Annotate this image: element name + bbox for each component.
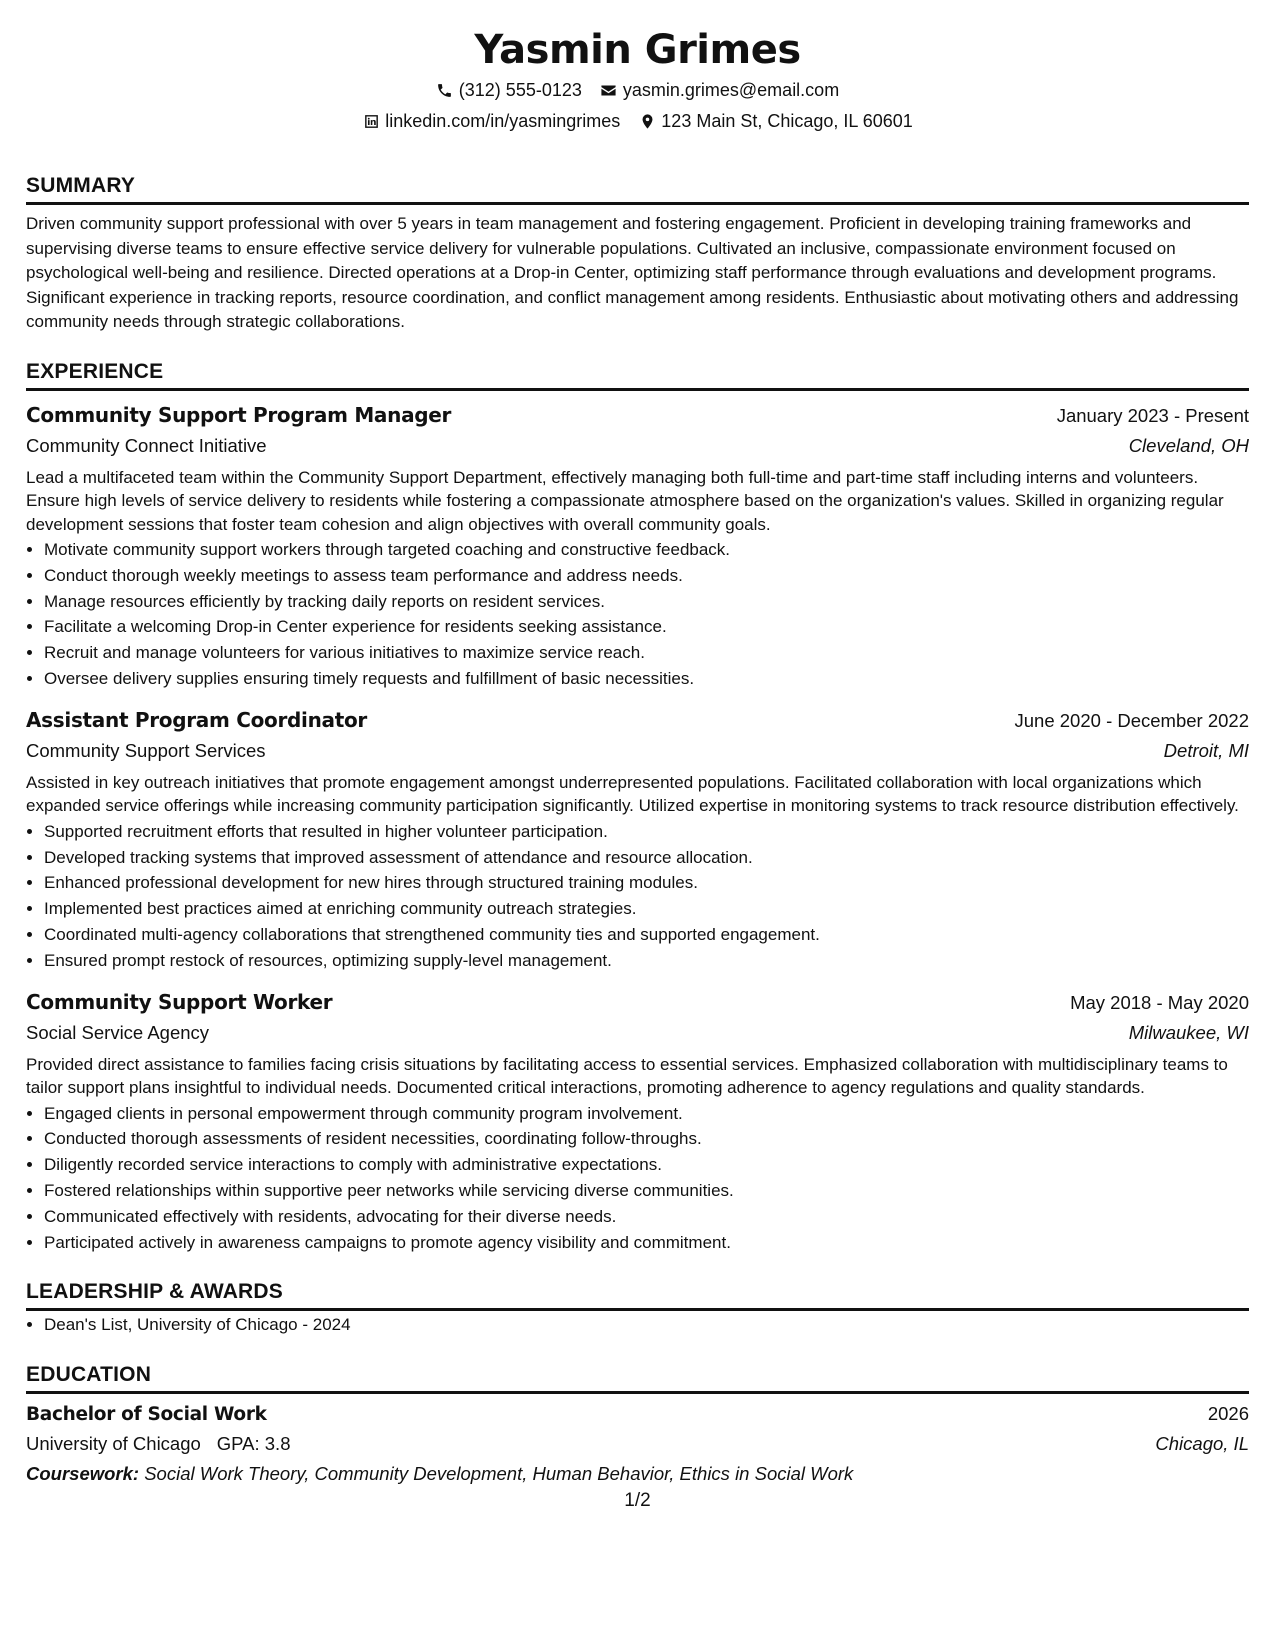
job-description: Assisted in key outreach initiatives that promote engagement amongst underrepresented populations. Facilitated collaboration with local organizations which expanded service offerings while increasing community participation significantly. Utilized expertise in monitoring systems to track resource distribution effectively.	[26, 772, 1239, 816]
job-description: Lead a multifaceted team within the Community Support Department, effectively managing both full-time and part-time staff including interns and volunteers. Ensure high levels of service delivery to residents while fostering a compassionate atmosphere based on the organization's values. Skilled in organizing regular development sessions that foster team cohesion and align objectives with overall community goals.	[26, 467, 1224, 534]
list-item: • Recruit and manage volunteers for various initiatives to maximize service reach.	[44, 640, 1249, 666]
awards-section	[26, 1279, 1249, 1338]
phone-icon	[436, 81, 454, 99]
company-name: Community Support Services	[26, 739, 266, 761]
experience-section	[26, 359, 1249, 1256]
company-name: Community Connect Initiative	[26, 434, 267, 456]
coursework	[26, 1459, 1249, 1489]
list-item: • Manage resources efficiently by tracking daily reports on resident services.	[44, 589, 1249, 615]
list-item: • Conducted thorough assessments of resident necessities, coordinating follow-throughs.	[44, 1126, 1249, 1152]
summary-text: Driven community support professional with over 5 years in team management and fostering engagement. Proficient in developing training frameworks and supervising diverse teams to ensure effective service delivery for vulnerable populations. Cultivated an inclusive, compassionate environment focused on psychological well-being and resilience. Directed operations at a Drop-in Center, optimizing staff performance through evaluations and development programs. Significant experience in tracking reports, resource coordination, and conflict management among residents. Enthusiastic about motivating others and addressing community needs through strategic collaborations.	[26, 214, 1239, 331]
linkedin-icon	[362, 112, 380, 130]
section-title-experience: EXPERIENCE	[26, 359, 1249, 391]
gpa: GPA: 3.8	[216, 1433, 291, 1455]
summary-section	[26, 173, 1249, 335]
contact-phone	[436, 78, 582, 102]
job-entry	[26, 987, 1249, 1256]
job-entry	[26, 705, 1249, 974]
job-title: Assistant Program Coordinator	[26, 707, 367, 732]
envelope-icon	[600, 81, 618, 99]
list-item: • Fostered relationships within supportive peer networks while servicing diverse communities.	[44, 1178, 1249, 1204]
job-location: Detroit, MI	[1163, 739, 1249, 761]
job-location: Cleveland, OH	[1128, 434, 1249, 456]
list-item: • Motivate community support workers through targeted coaching and constructive feedback.	[44, 537, 1249, 563]
company-name: Social Service Agency	[26, 1021, 210, 1043]
education-section	[26, 1362, 1249, 1489]
contact-email[interactable]	[600, 78, 839, 102]
page-number: 1/2	[624, 1490, 651, 1511]
address-text: 123 Main St, Chicago, IL 60601	[661, 111, 913, 131]
list-item: • Communicated effectively with residents, advocating for their diverse needs.	[44, 1204, 1249, 1230]
list-item: • Conduct thorough weekly meetings to assess team performance and address needs.	[44, 563, 1249, 589]
list-item: • Enhanced professional development for new hires through structured training modules.	[44, 870, 1249, 896]
list-item: • Ensured prompt restock of resources, optimizing supply-level management.	[44, 948, 1249, 974]
school-line	[26, 1429, 291, 1459]
job-bullets	[26, 537, 1249, 692]
list-item: • Developed tracking systems that improved assessment of attendance and resource allocation.	[44, 845, 1249, 871]
job-location: Milwaukee, WI	[1128, 1021, 1249, 1043]
job-bullets	[26, 1101, 1249, 1256]
job-title: Community Support Program Manager	[26, 402, 452, 427]
list-item: • Participated actively in awareness campaigns to promote agency visibility and commitment.	[44, 1230, 1249, 1256]
school-name: University of Chicago	[26, 1433, 201, 1455]
list-item: • Facilitate a welcoming Drop-in Center experience for residents seeking assistance.	[44, 614, 1249, 640]
job-bullets	[26, 819, 1249, 974]
section-title-awards: LEADERSHIP & AWARDS	[26, 1279, 1249, 1311]
list-item: • Engaged clients in personal empowerment through community program involvement.	[44, 1101, 1249, 1127]
job-title: Community Support Worker	[26, 989, 333, 1014]
map-pin-icon	[638, 112, 656, 130]
contact-row-2	[26, 109, 1249, 133]
contact-row-1	[26, 78, 1249, 102]
section-title-summary: SUMMARY	[26, 173, 1249, 205]
job-dates: May 2018 - May 2020	[1070, 991, 1249, 1013]
phone-text: (312) 555-0123	[458, 80, 582, 100]
job-entry	[26, 400, 1249, 692]
list-item: • Oversee delivery supplies ensuring timely requests and fulfillment of basic necessities.	[44, 666, 1249, 692]
list-item: • Dean's List, University of Chicago - 2024	[44, 1312, 1249, 1338]
graduation-year: 2026	[1207, 1403, 1249, 1425]
coursework-list: Social Work Theory, Community Development, Human Behavior, Ethics in Social Work	[144, 1463, 854, 1485]
coursework-label: Coursework:	[26, 1463, 140, 1485]
list-item: • Supported recruitment efforts that resulted in higher volunteer participation.	[44, 819, 1249, 845]
list-item: • Implemented best practices aimed at enriching community outreach strategies.	[44, 896, 1249, 922]
degree-title: Bachelor of Social Work	[26, 1404, 267, 1426]
section-title-education: EDUCATION	[26, 1362, 1249, 1394]
contact-linkedin[interactable]	[362, 109, 620, 133]
job-dates: January 2023 - Present	[1056, 404, 1249, 426]
list-item: • Diligently recorded service interactions to comply with administrative expectations.	[44, 1152, 1249, 1178]
email-text[interactable]: yasmin.grimes@email.com	[622, 80, 840, 100]
list-item: • Coordinated multi-agency collaborations that strengthened community ties and supported engagement.	[44, 922, 1249, 948]
contact-address	[638, 109, 913, 133]
linkedin-text[interactable]: linkedin.com/in/yasmingrimes	[385, 111, 621, 131]
job-description: Provided direct assistance to families facing crisis situations by facilitating access to essential services. Emphasized collaboration with multidisciplinary teams to tailor support plans insightful to individual needs. Documented critical interactions, promoting adherence to agency regulations and quality standards.	[26, 1054, 1228, 1098]
job-dates: June 2020 - December 2022	[1014, 709, 1249, 731]
school-location: Chicago, IL	[1155, 1433, 1249, 1455]
awards-list	[26, 1312, 1249, 1338]
candidate-name: Yasmin Grimes	[474, 27, 801, 73]
